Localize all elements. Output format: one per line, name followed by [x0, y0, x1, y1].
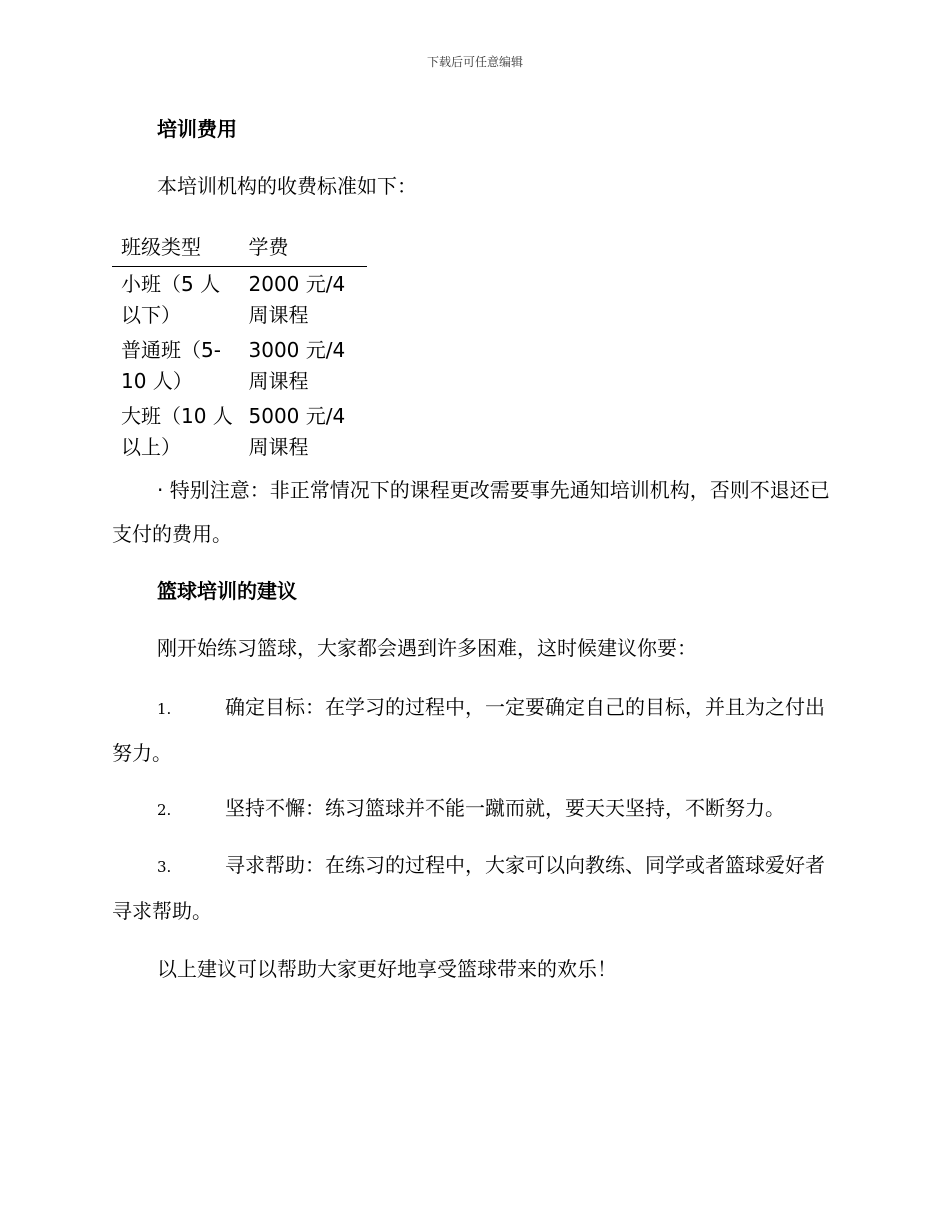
table-cell-class-type: 大班（10 人以上） [121, 404, 233, 459]
table-cell-fee: 5000 元/4 周课程 [248, 404, 346, 459]
list-item-text: 寻求帮助：在练习的过程中，大家可以向教练、同学或者篮球爱好者寻求帮助。 [112, 853, 825, 923]
table-row [112, 267, 367, 334]
list-item-number: 2. [157, 801, 172, 819]
table-header-fee: 学费 [240, 228, 368, 267]
list-item-text: 坚持不懈：练习篮球并不能一蹴而就，要天天坚持，不断努力。 [225, 796, 785, 820]
list-item-number: 1. [157, 700, 172, 718]
table-cell-fee: 2000 元/4 周课程 [248, 272, 346, 327]
advice-intro-text: 刚开始练习篮球，大家都会遇到许多困难，这时候建议你要： [157, 636, 697, 660]
list-item-text: 确定目标：在学习的过程中，一定要确定自己的目标，并且为之付出努力。 [112, 695, 825, 765]
special-note: · 特别注意：非正常情况下的课程更改需要事先通知培训机构，否则不退还已支付的费用。 [112, 478, 830, 546]
closing-paragraph [112, 953, 840, 985]
fees-intro-text: 本培训机构的收费标准如下： [157, 174, 417, 198]
fee-table [112, 228, 367, 465]
table-row [112, 333, 367, 399]
list-item-number: 3. [157, 858, 172, 876]
table-cell-class-type: 小班（5 人以下） [121, 272, 221, 327]
table-header-row [112, 228, 367, 267]
fees-intro [112, 170, 840, 202]
table-cell-class-type: 普通班（5-10 人） [121, 338, 221, 393]
table-cell-fee: 3000 元/4 周课程 [248, 338, 346, 393]
list-item [112, 843, 840, 933]
list-item [112, 685, 840, 775]
section-heading-advice: 篮球培训的建议 [157, 579, 297, 603]
page-header: 下载后可任意编辑 [426, 55, 523, 69]
closing-text: 以上建议可以帮助大家更好地享受篮球带来的欢乐！ [157, 957, 617, 981]
table-header-class-type: 班级类型 [112, 228, 240, 267]
advice-intro [112, 632, 840, 664]
section-heading-fees: 培训费用 [157, 117, 237, 141]
list-item [112, 786, 840, 832]
table-row [112, 399, 367, 465]
